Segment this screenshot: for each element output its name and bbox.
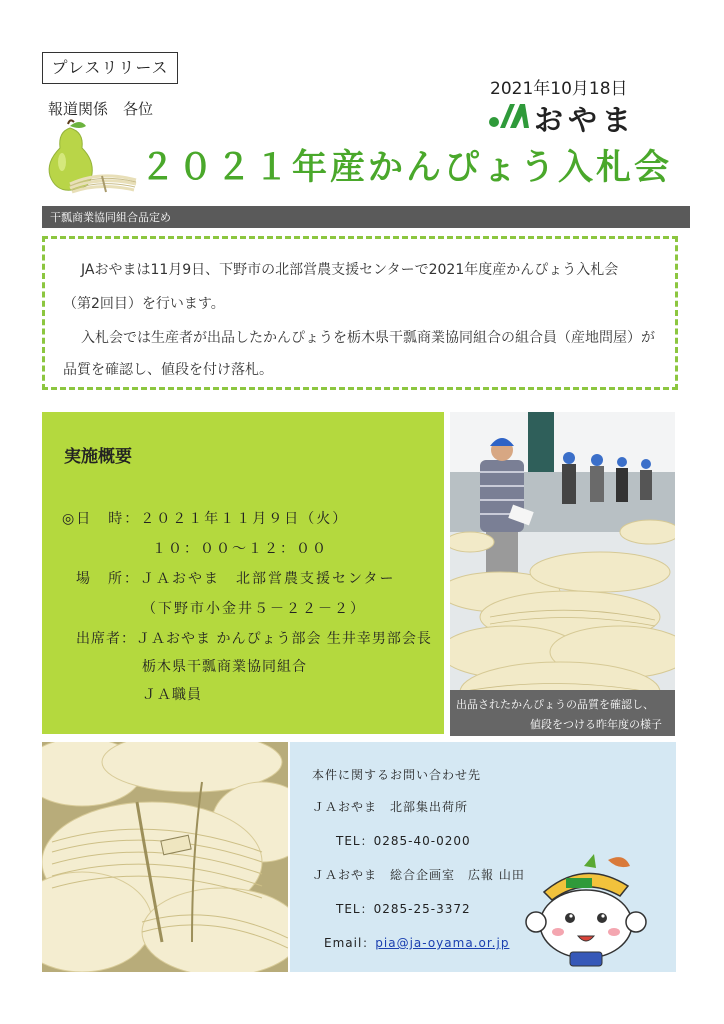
- outline-time: １０：００～１２：００: [152, 541, 328, 557]
- mascot-icon: [524, 852, 654, 967]
- intro-line-2: （第2回目）を行います。: [63, 296, 225, 312]
- subtitle-bar-label: 干瓢商業協同組合品定め: [50, 211, 171, 224]
- press-release-label: プレスリリース: [42, 52, 178, 84]
- outline-date: ◎日 時：２０２１年１１月９日（火）: [62, 511, 349, 527]
- ja-oyama-logo: [488, 100, 678, 136]
- contact-office-2: ＪＡおやま 総合企画室 広報 山田: [312, 868, 525, 882]
- intro-line-1: JAおやまは11月9日、下野市の北部営農支援センターで2021年度産かんぴょう入札会: [81, 262, 619, 278]
- release-date: 2021年10月18日: [490, 79, 628, 99]
- kanpyo-photo: [42, 742, 288, 972]
- contact-heading: 本件に関するお問い合わせ先: [312, 768, 482, 782]
- inspection-photo: [450, 412, 675, 730]
- intro-line-4: 品質を確認し、値段を付け落札。: [63, 362, 273, 378]
- outline-attendee-2: 栃木県干瓢商業協同組合: [142, 659, 307, 675]
- outline-attendees: 出席者：ＪＡおやま かんぴょう部会 生井幸男部会長: [76, 631, 432, 647]
- email-link[interactable]: pia@ja-oyama.or.jp: [375, 936, 510, 950]
- org-name: おやま: [534, 103, 637, 137]
- main-title: ２０２１年産かんぴょう入札会: [140, 148, 673, 188]
- caption-line-1: 出品されたかんぴょうの品質を確認し、: [456, 698, 654, 711]
- contact-office-1: ＪＡおやま 北部集出荷所: [312, 800, 469, 814]
- event-outline: [42, 412, 444, 734]
- outline-address: （下野市小金井５－２２－２）: [142, 601, 366, 617]
- outline-place: 場 所：ＪＡおやま 北部営農支援センター: [76, 571, 396, 587]
- ja-logo-icon: [488, 102, 530, 130]
- caption-line-2: 値段をつける昨年度の様子: [530, 718, 662, 731]
- pear-icon: [40, 118, 140, 200]
- photo-caption: [450, 690, 675, 736]
- contact-tel-2: TEL：0285-25-3372: [336, 902, 471, 916]
- subtitle-bar: [42, 206, 690, 228]
- contact-email-row: [324, 934, 509, 951]
- intro-box: [42, 236, 678, 390]
- contact-box: [290, 742, 676, 972]
- contact-tel-1: TEL：0285-40-0200: [336, 834, 471, 848]
- email-label: Email：: [324, 936, 376, 950]
- recipient-text: 報道関係 各位: [48, 100, 154, 118]
- outline-heading: 実施概要: [64, 447, 132, 467]
- intro-line-3: 入札会では生産者が出品したかんぴょうを栃木県干瓢商業協同組合の組合員（産地問屋）が: [81, 330, 655, 346]
- outline-attendee-3: ＪＡ職員: [142, 687, 202, 703]
